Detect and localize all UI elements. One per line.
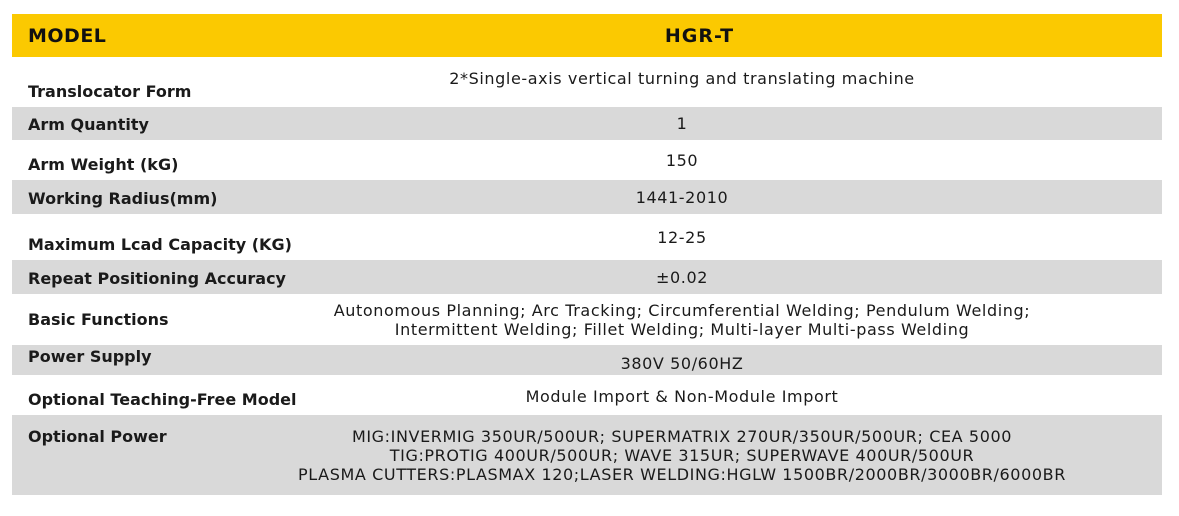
table-header (12, 14, 1162, 57)
table-row (12, 260, 1162, 294)
row-label: Arm Weight (kG) (28, 155, 179, 174)
row-label: Working Radius(mm) (28, 189, 218, 208)
row-value (242, 151, 1162, 170)
row-value (242, 188, 1162, 207)
row-value-line: ±0.02 (655, 267, 709, 287)
row-value (242, 114, 1162, 133)
row-value (242, 348, 1162, 373)
table-row (12, 294, 1162, 345)
row-value-line: Autonomous Planning; Arc Tracking; Circumferential Welding; Pendulum Welding; (333, 300, 1031, 320)
row-value-line: Intermittent Welding; Fillet Welding; Multi-layer Multi-pass Welding (394, 319, 970, 339)
row-value (242, 65, 1162, 88)
row-value-line: 1 (676, 114, 688, 133)
table-row (12, 180, 1162, 214)
row-value (242, 427, 1162, 484)
row-label: Translocator Form (28, 82, 192, 101)
row-value (242, 228, 1162, 247)
row-value-line: 150 (665, 150, 699, 170)
row-label: Maximum Lcad Capacity (KG) (28, 235, 292, 254)
row-label: Arm Quantity (28, 115, 149, 134)
table-row (12, 107, 1162, 140)
table-row (12, 415, 1162, 495)
table-row (12, 140, 1162, 180)
table-row (12, 375, 1162, 415)
row-value-line: Module Import & Non-Module Import (525, 386, 839, 406)
spec-table (12, 14, 1162, 495)
header-label: MODEL (28, 24, 107, 47)
row-label: Power Supply (28, 347, 152, 366)
row-value-line: 380V 50/60HZ (620, 353, 744, 373)
header-model-value: HGR-T (664, 24, 735, 47)
row-label: Repeat Positioning Accuracy (28, 269, 286, 288)
row-value (242, 301, 1162, 339)
row-value (242, 385, 1162, 406)
table-row (12, 214, 1162, 260)
table-row (12, 65, 1162, 107)
row-value-line: TIG:PROTIG 400UR/500UR; WAVE 315UR; SUPERWAVE 400UR/500UR (389, 445, 975, 465)
row-value-line: 2*Single-axis vertical turning and translating machine (449, 69, 915, 88)
row-label: Optional Power (28, 427, 167, 446)
row-label: Basic Functions (28, 310, 169, 329)
row-value-line: 12-25 (657, 227, 707, 247)
row-label: Optional Teaching-Free Model (28, 390, 297, 409)
row-value-line: PLASMA CUTTERS:PLASMAX 120;LASER WELDING:HGLW 1500BR/2000BR/3000BR/6000BR (298, 464, 1066, 484)
table-row (12, 345, 1162, 375)
row-value (242, 268, 1162, 287)
row-value-line: 1441-2010 (635, 187, 729, 207)
row-value-line: MIG:INVERMIG 350UR/500UR; SUPERMATRIX 270UR/350UR/500UR; CEA 5000 (351, 426, 1013, 446)
